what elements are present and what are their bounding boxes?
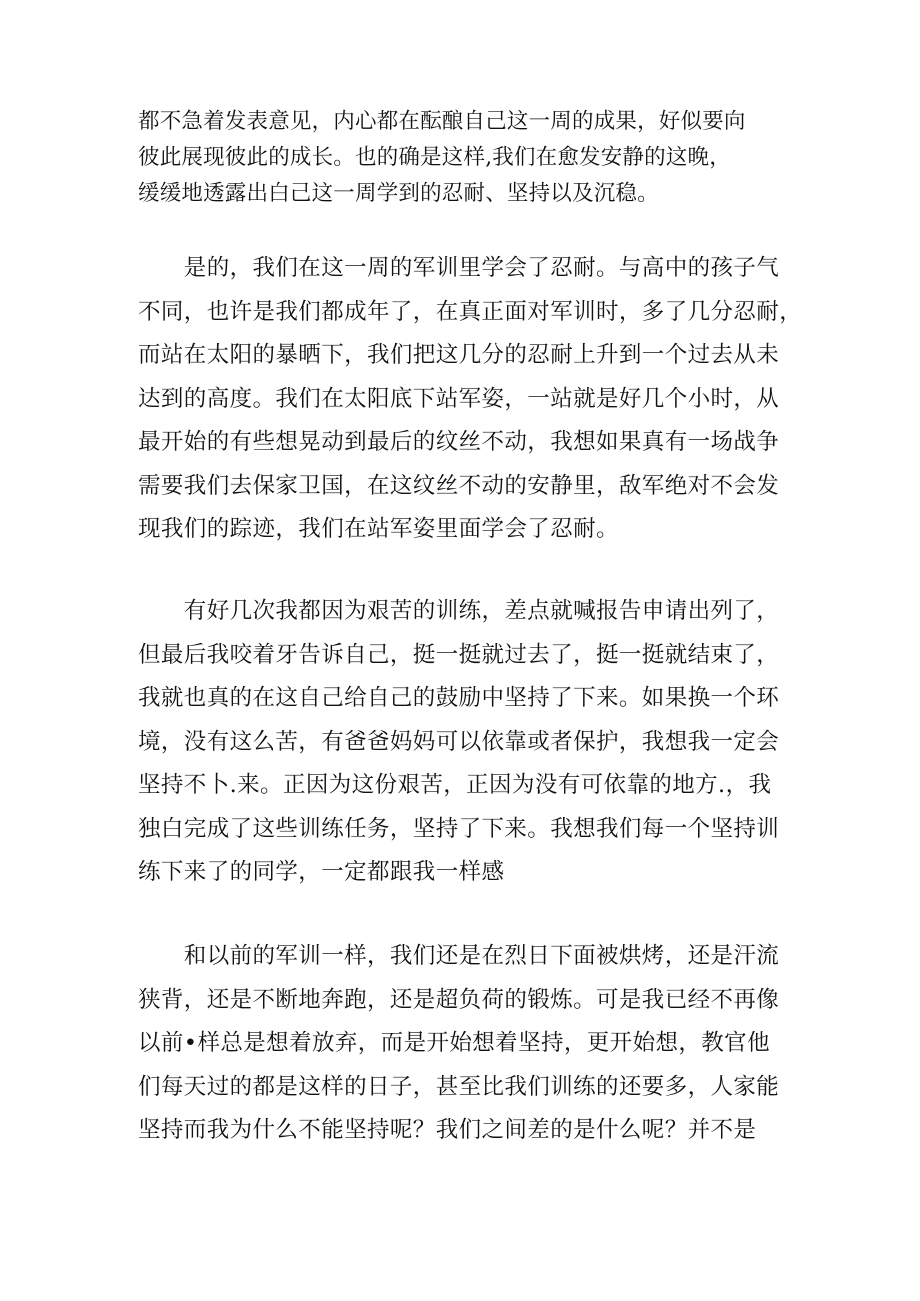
paragraph-line: 以前•样总是想着放弃，而是开始想着坚持，更开始想，教官他 [138, 1030, 770, 1056]
paragraph-line: 狭背，还是不断地奔跑，还是超负荷的锻炼。可是我已经不再像 [138, 986, 780, 1013]
paragraph-4 [138, 935, 788, 1153]
paragraph-line: 最开始的有些想晃动到最后的纹丝不动，我想如果真有一场战争 [138, 429, 780, 455]
paragraph-line: 有好几次我都因为艰苦的训练，差点就喊报告申请出列了， [138, 598, 780, 624]
paragraph-line: 彼此展现彼此的成长。也的确是这样,我们在愈发安静的这晚， [138, 145, 731, 170]
paragraph-line: 练下来了的同学，一定都跟我一样感 [138, 859, 505, 885]
paragraph-line: 坚持而我为什么不能坚持呢？我们之间差的是什么呢？并不是 [138, 1117, 757, 1143]
paragraph-line: 是的，我们在这一周的军训里学会了忍耐。与高中的孩子气 [138, 255, 780, 281]
paragraph-line: 境，没有这么苦，有爸爸妈妈可以依靠或者保护，我想我一定会 [138, 728, 780, 755]
paragraph-line: 缓缓地透露出白己这一周学到的忍耐、坚持以及沉稳。 [138, 181, 659, 206]
paragraph-line: 现我们的踪迹，我们在站军姿里面学会了忍耐。 [138, 516, 619, 542]
paragraph-3 [138, 590, 788, 895]
paragraph-line: 不同，也许是我们都成年了，在真正面对军训时，多了几分忍耐， [138, 298, 803, 325]
paragraph-line: 独白完成了这些训练任务，坚持了下来。我想我们每一个坚持训 [138, 815, 780, 842]
paragraph-1 [138, 104, 788, 212]
paragraph-line: 坚持不卜.来。正因为这份艰苦，正因为没有可依靠的地方.，我 [138, 772, 772, 798]
paragraph-line: 需要我们去保家卫国，在这纹丝不动的安静里，敌军绝对不会发 [138, 472, 780, 499]
paragraph-line: 但最后我咬着牙告诉自己，挺一挺就过去了，挺一挺就结束了， [138, 641, 780, 668]
paragraph-line: 而站在太阳的暴晒下，我们把这几分的忍耐上升到一个过去从未 [138, 342, 780, 368]
paragraph-line: 我就也真的在这自己给自己的鼓励中坚持了下来。如果换一个环 [138, 685, 780, 711]
paragraph-line: 和以前的军训一样，我们还是在烈日下面被烘烤，还是汗流 [138, 943, 780, 969]
paragraph-line: 达到的高度。我们在太阳底下站军姿，一站就是好几个小时，从 [138, 385, 780, 412]
paragraph-line: 都不急着发表意见，内心都在酝酿自己这一周的成果，好似要向 [138, 109, 746, 134]
paragraph-line: 们每天过的都是这样的日子，甚至比我们训练的还要多，人家能 [138, 1073, 780, 1100]
paragraph-2 [138, 247, 803, 552]
